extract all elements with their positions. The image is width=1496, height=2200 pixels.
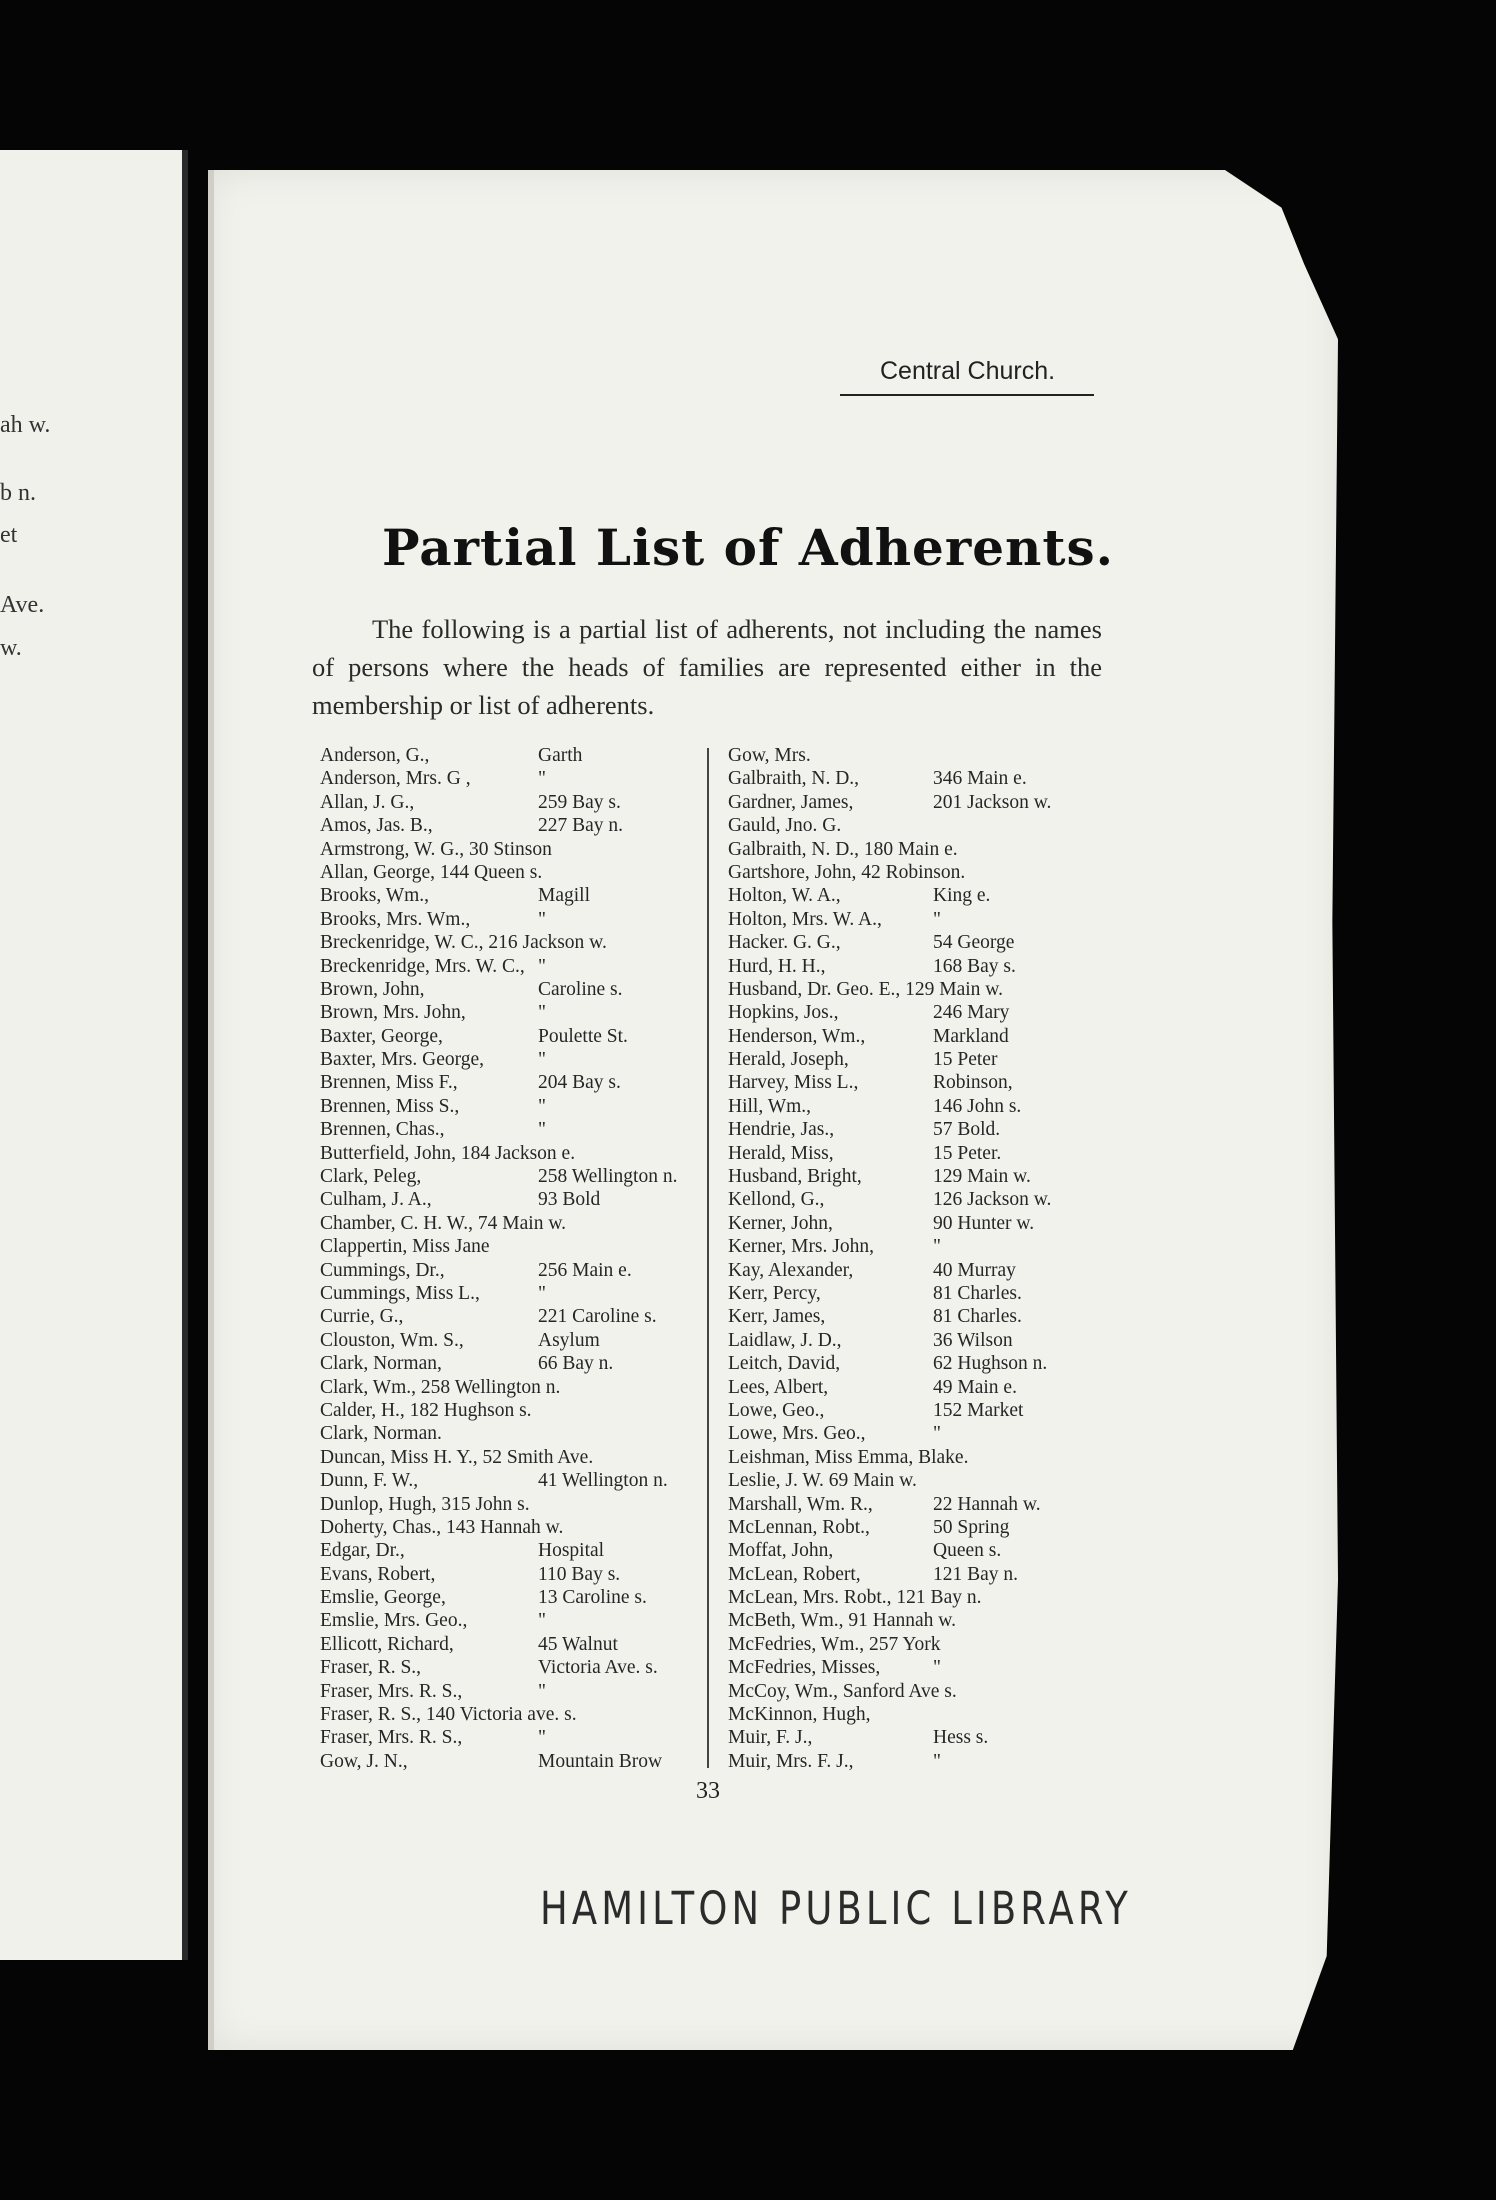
adherent-name: Evans, Robert, — [320, 1563, 436, 1585]
adherent-entry — [728, 1656, 1118, 1679]
adherent-entry — [728, 1469, 1118, 1492]
adherent-entry — [320, 1259, 700, 1282]
adherent-name: Marshall, Wm. R., — [728, 1493, 873, 1515]
adherent-address: " — [933, 1423, 941, 1445]
adherent-name: Hurd, H. H., — [728, 955, 826, 977]
adherent-name: McCoy, Wm., Sanford Ave s. — [728, 1680, 957, 1702]
adherent-name: Armstrong, W. G., 30 Stinson — [320, 838, 552, 860]
adherent-name: Hacker. G. G., — [728, 932, 841, 954]
adherent-name: Fraser, Mrs. R. S., — [320, 1680, 463, 1702]
adherent-address: " — [538, 1680, 546, 1702]
adherent-address: 204 Bay s. — [538, 1072, 621, 1094]
adherent-entry — [728, 1680, 1118, 1703]
adherent-name: McFedries, Misses, — [728, 1657, 881, 1679]
page-title: Partial List of Adherents. — [381, 518, 1115, 577]
adherent-entry — [320, 1165, 700, 1188]
adherent-entry — [728, 791, 1118, 814]
adherent-entry — [728, 1095, 1118, 1118]
adherent-address: 90 Hunter w. — [933, 1212, 1035, 1234]
adherent-name: Harvey, Miss L., — [728, 1072, 859, 1094]
adherent-name: Gardner, James, — [728, 791, 854, 813]
adherent-address: 81 Charles. — [933, 1282, 1022, 1304]
adherent-entry — [320, 1609, 700, 1632]
adherent-entry — [320, 1352, 700, 1375]
adherent-address: Markland — [933, 1025, 1009, 1047]
adherent-address: 246 Mary — [933, 1002, 1010, 1024]
adherent-entry — [320, 1376, 700, 1399]
adherent-address: " — [538, 908, 546, 930]
adherent-entry — [728, 1305, 1118, 1328]
adherent-entry — [728, 767, 1118, 790]
adherent-name: Doherty, Chas., 143 Hannah w. — [320, 1516, 564, 1538]
adherent-name: Brennen, Chas., — [320, 1119, 445, 1141]
adherent-entry — [728, 1516, 1118, 1539]
adherent-entry — [320, 814, 700, 837]
adherent-address: 126 Jackson w. — [933, 1189, 1052, 1211]
adherent-entry — [728, 744, 1118, 767]
adherent-name: Hendrie, Jas., — [728, 1119, 835, 1141]
adherent-name: Dunlop, Hugh, 315 John s. — [320, 1493, 530, 1515]
adherent-name: Husband, Bright, — [728, 1166, 862, 1188]
adherents-left-column — [320, 744, 700, 1773]
adherent-entry — [320, 861, 700, 884]
adherent-name: Hill, Wm., — [728, 1095, 812, 1117]
adherent-name: Cummings, Miss L., — [320, 1282, 480, 1304]
adherent-name: Kerner, Mrs. John, — [728, 1236, 874, 1258]
facing-page-text: w. — [0, 635, 22, 661]
adherent-address: Magill — [538, 885, 590, 907]
adherent-address: 57 Bold. — [933, 1119, 1001, 1141]
adherent-name: Muir, Mrs. F. J., — [728, 1750, 854, 1772]
adherent-name: Gartshore, John, 42 Robinson. — [728, 861, 966, 883]
adherent-name: Fraser, R. S., — [320, 1657, 422, 1679]
adherent-entry — [728, 838, 1118, 861]
adherent-name: Brooks, Wm., — [320, 885, 430, 907]
adherent-address: Caroline s. — [538, 978, 623, 1000]
adherent-entry — [728, 1048, 1118, 1071]
adherent-name: Fraser, R. S., 140 Victoria ave. s. — [320, 1704, 577, 1726]
adherent-name: Anderson, Mrs. G , — [320, 768, 471, 790]
adherent-name: McBeth, Wm., 91 Hannah w. — [728, 1610, 957, 1632]
adherent-entry — [728, 1376, 1118, 1399]
adherent-address: 93 Bold — [538, 1189, 601, 1211]
adherent-name: Lowe, Mrs. Geo., — [728, 1423, 866, 1445]
adherent-entry — [320, 1726, 700, 1749]
adherent-name: Butterfield, John, 184 Jackson e. — [320, 1142, 576, 1164]
facing-page-text: et — [0, 522, 18, 548]
adherent-entry — [320, 908, 700, 931]
adherent-entry — [320, 1446, 700, 1469]
adherent-name: McLennan, Robt., — [728, 1516, 870, 1538]
adherent-name: Ellicott, Richard, — [320, 1633, 454, 1655]
adherent-entry — [728, 1633, 1118, 1656]
adherent-name: Herald, Joseph, — [728, 1049, 849, 1071]
adherent-name: Allan, George, 144 Queen s. — [320, 861, 543, 883]
adherent-name: Galbraith, N. D., — [728, 768, 860, 790]
adherent-name: Baxter, Mrs. George, — [320, 1049, 485, 1071]
adherent-entry — [320, 744, 700, 767]
adherent-name: Leitch, David, — [728, 1353, 841, 1375]
adherent-entry — [728, 861, 1118, 884]
adherent-address: " — [538, 955, 546, 977]
adherent-entry — [728, 931, 1118, 954]
adherent-entry — [728, 1118, 1118, 1141]
adherent-name: Leishman, Miss Emma, Blake. — [728, 1446, 969, 1468]
adherent-address: Asylum — [538, 1329, 600, 1351]
adherent-address: 258 Wellington n. — [538, 1166, 678, 1188]
adherent-address: " — [538, 1119, 546, 1141]
adherent-address: 13 Caroline s. — [538, 1587, 647, 1609]
adherent-name: Chamber, C. H. W., 74 Main w. — [320, 1212, 567, 1234]
adherent-name: Brooks, Mrs. Wm., — [320, 908, 471, 930]
adherent-entry — [320, 1212, 700, 1235]
adherent-name: Clark, Norman, — [320, 1353, 442, 1375]
adherent-name: Gow, J. N., — [320, 1750, 408, 1772]
adherent-name: McLean, Mrs. Robt., 121 Bay n. — [728, 1587, 982, 1609]
adherent-address: " — [538, 1610, 546, 1632]
adherent-address: Poulette St. — [538, 1025, 628, 1047]
adherent-entry — [728, 1142, 1118, 1165]
adherent-name: Edgar, Dr., — [320, 1540, 405, 1562]
adherent-entry — [320, 1703, 700, 1726]
adherent-address: 54 George — [933, 932, 1015, 954]
adherent-name: Emslie, Mrs. Geo., — [320, 1610, 468, 1632]
adherent-name: Breckenridge, W. C., 216 Jackson w. — [320, 932, 607, 954]
adherent-entry — [728, 1539, 1118, 1562]
adherent-entry — [320, 1071, 700, 1094]
adherent-name: Clark, Wm., 258 Wellington n. — [320, 1376, 561, 1398]
adherent-name: McFedries, Wm., 257 York — [728, 1633, 941, 1655]
column-divider — [707, 748, 709, 1768]
adherent-entry — [320, 1422, 700, 1445]
adherent-name: Lees, Albert, — [728, 1376, 829, 1398]
adherent-entry — [320, 884, 700, 907]
library-stamp: HAMILTON PUBLIC LIBRARY — [540, 1882, 1132, 1935]
adherent-name: Galbraith, N. D., 180 Main e. — [728, 838, 958, 860]
adherent-address: 45 Walnut — [538, 1633, 618, 1655]
adherent-address: 221 Caroline s. — [538, 1306, 657, 1328]
adherent-name: Hopkins, Jos., — [728, 1002, 839, 1024]
adherent-entry — [320, 1516, 700, 1539]
adherent-address: 146 John s. — [933, 1095, 1022, 1117]
adherent-name: Moffat, John, — [728, 1540, 834, 1562]
adherent-address: Hospital — [538, 1540, 605, 1562]
adherent-entry — [320, 1750, 700, 1773]
adherent-name: Henderson, Wm., — [728, 1025, 866, 1047]
adherent-address: 22 Hannah w. — [933, 1493, 1041, 1515]
adherent-entry — [320, 1142, 700, 1165]
adherent-name: Anderson, G., — [320, 745, 430, 766]
adherent-name: Kerner, John, — [728, 1212, 833, 1234]
adherent-address: 129 Main w. — [933, 1166, 1031, 1188]
adherent-name: Brennen, Miss S., — [320, 1095, 460, 1117]
adherent-entry — [728, 1563, 1118, 1586]
adherent-name: Amos, Jas. B., — [320, 815, 433, 837]
adherent-entry — [728, 1352, 1118, 1375]
adherent-address: 227 Bay n. — [538, 815, 624, 837]
adherent-entry — [320, 1235, 700, 1258]
adherent-entry — [728, 1750, 1118, 1773]
adherent-entry — [728, 1235, 1118, 1258]
adherent-address: 62 Hughson n. — [933, 1353, 1048, 1375]
adherent-address: Hess s. — [933, 1727, 989, 1749]
adherent-entry — [320, 955, 700, 978]
facing-page-text: ah w. — [0, 412, 51, 438]
adherent-address: 41 Wellington n. — [538, 1470, 668, 1492]
adherents-right-column — [728, 744, 1118, 1773]
adherent-entry — [320, 1399, 700, 1422]
adherent-address: " — [538, 768, 546, 790]
adherent-name: Brennen, Miss F., — [320, 1072, 458, 1094]
adherent-address: Victoria Ave. s. — [538, 1657, 658, 1679]
adherent-entry — [320, 1633, 700, 1656]
adherent-entry — [320, 1095, 700, 1118]
adherent-entry — [320, 1656, 700, 1679]
page-edge — [208, 170, 214, 2050]
adherent-entry — [320, 1493, 700, 1516]
adherent-entry — [320, 1563, 700, 1586]
adherent-name: Brown, Mrs. John, — [320, 1002, 466, 1024]
adherent-name: Clappertin, Miss Jane — [320, 1236, 490, 1258]
adherent-address: 36 Wilson — [933, 1329, 1013, 1351]
adherent-name: Breckenridge, Mrs. W. C., — [320, 955, 525, 977]
adherent-entry — [728, 908, 1118, 931]
adherent-address: Robinson, — [933, 1072, 1013, 1094]
adherent-name: Allan, J. G., — [320, 791, 415, 813]
adherent-address: " — [933, 1236, 941, 1258]
adherent-name: Kerr, James, — [728, 1306, 826, 1328]
adherent-name: Clouston, Wm. S., — [320, 1329, 464, 1351]
adherent-entry — [728, 1071, 1118, 1094]
adherent-entry — [320, 791, 700, 814]
adherent-entry — [728, 1422, 1118, 1445]
adherent-entry — [320, 1329, 700, 1352]
adherent-entry — [728, 1446, 1118, 1469]
adherent-address: King e. — [933, 885, 991, 907]
adherent-address: Garth — [538, 745, 583, 766]
adherent-name: Baxter, George, — [320, 1025, 443, 1047]
adherent-entry — [320, 1539, 700, 1562]
facing-page-text: Ave. — [0, 592, 45, 618]
adherent-address: " — [933, 908, 941, 930]
adherent-name: Muir, F. J., — [728, 1727, 813, 1749]
adherent-name: Kay, Alexander, — [728, 1259, 854, 1281]
adherent-address: 110 Bay s. — [538, 1563, 621, 1585]
adherent-address: Queen s. — [933, 1540, 1002, 1562]
adherent-entry — [728, 978, 1118, 1001]
adherent-entry — [728, 1025, 1118, 1048]
adherent-name: Duncan, Miss H. Y., 52 Smith Ave. — [320, 1446, 594, 1468]
adherent-address: 259 Bay s. — [538, 791, 621, 813]
running-head-rule — [840, 394, 1094, 396]
adherent-entry — [728, 1493, 1118, 1516]
adherent-entry — [728, 955, 1118, 978]
adherent-name: Holton, W. A., — [728, 885, 841, 907]
adherent-address: " — [933, 1750, 941, 1772]
adherent-name: Clark, Norman. — [320, 1423, 442, 1445]
adherent-name: Kellond, G., — [728, 1189, 825, 1211]
adherent-entry — [728, 1726, 1118, 1749]
adherent-entry — [728, 1399, 1118, 1422]
adherent-address: 256 Main e. — [538, 1259, 632, 1281]
adherent-entry — [728, 814, 1118, 837]
adherent-entry — [320, 931, 700, 954]
adherent-name: Leslie, J. W. 69 Main w. — [728, 1470, 917, 1492]
adherent-address: " — [538, 1727, 546, 1749]
facing-page-text: b n. — [0, 480, 36, 506]
adherent-name: Dunn, F. W., — [320, 1470, 419, 1492]
adherent-entry — [728, 1259, 1118, 1282]
adherent-name: Holton, Mrs. W. A., — [728, 908, 882, 930]
adherent-address: 40 Murray — [933, 1259, 1016, 1281]
adherent-name: Clark, Peleg, — [320, 1166, 422, 1188]
adherent-name: McKinnon, Hugh, — [728, 1704, 871, 1726]
adherent-address: 121 Bay n. — [933, 1563, 1019, 1585]
adherent-entry — [728, 1188, 1118, 1211]
adherent-name: Fraser, Mrs. R. S., — [320, 1727, 463, 1749]
adherent-address: " — [538, 1095, 546, 1117]
adherent-entry — [320, 767, 700, 790]
adherent-entry — [728, 1609, 1118, 1632]
adherent-name: Emslie, George, — [320, 1587, 446, 1609]
adherent-address: 201 Jackson w. — [933, 791, 1052, 813]
adherent-entry — [728, 1212, 1118, 1235]
adherent-name: Gauld, Jno. G. — [728, 815, 842, 837]
adherent-address: 152 Market — [933, 1399, 1024, 1421]
adherent-entry — [320, 1118, 700, 1141]
adherent-address: 15 Peter — [933, 1049, 998, 1071]
adherent-entry — [320, 1469, 700, 1492]
adherent-address: 346 Main e. — [933, 768, 1027, 790]
adherent-entry — [320, 1001, 700, 1024]
adherent-address: 81 Charles. — [933, 1306, 1022, 1328]
adherent-address: " — [538, 1049, 546, 1071]
adherent-address: " — [538, 1002, 546, 1024]
adherent-address: Mountain Brow — [538, 1750, 663, 1772]
adherent-name: Gow, Mrs. — [728, 745, 811, 766]
adherent-entry — [320, 1188, 700, 1211]
adherent-name: Husband, Dr. Geo. E., 129 Main w. — [728, 978, 1003, 1000]
adherent-address: 49 Main e. — [933, 1376, 1017, 1398]
adherent-entry — [728, 1001, 1118, 1024]
adherent-entry — [728, 1165, 1118, 1188]
adherent-entry — [320, 978, 700, 1001]
adherent-entry — [320, 1025, 700, 1048]
adherent-entry — [320, 838, 700, 861]
adherent-entry — [320, 1680, 700, 1703]
adherent-name: Cummings, Dr., — [320, 1259, 445, 1281]
adherent-entry — [728, 1282, 1118, 1305]
running-head: Central Church. — [880, 357, 1056, 385]
adherent-address: 15 Peter. — [933, 1142, 1002, 1164]
adherent-address: 168 Bay s. — [933, 955, 1016, 977]
adherent-address: 50 Spring — [933, 1516, 1010, 1538]
adherent-name: Laidlaw, J. D., — [728, 1329, 842, 1351]
adherent-address: " — [538, 1282, 546, 1304]
adherent-name: Lowe, Geo., — [728, 1399, 825, 1421]
adherent-entry — [728, 884, 1118, 907]
adherent-entry — [320, 1586, 700, 1609]
adherent-entry — [320, 1282, 700, 1305]
adherent-name: McLean, Robert, — [728, 1563, 861, 1585]
adherent-name: Culham, J. A., — [320, 1189, 432, 1211]
adherent-entry — [320, 1305, 700, 1328]
intro-paragraph: The following is a partial list of adherents, not including the names of persons where the heads of families are represented either in the membership or list of adherents. — [312, 614, 1102, 720]
adherent-name: Calder, H., 182 Hughson s. — [320, 1399, 532, 1421]
adherent-entry — [728, 1586, 1118, 1609]
adherent-entry — [728, 1703, 1118, 1726]
adherent-name: Currie, G., — [320, 1306, 404, 1328]
page-number: 33 — [696, 1778, 720, 1804]
adherent-name: Herald, Miss, — [728, 1142, 834, 1164]
adherent-address: " — [933, 1657, 941, 1679]
adherent-address: 66 Bay n. — [538, 1353, 614, 1375]
facing-page-fragment — [0, 150, 188, 1960]
adherent-entry — [320, 1048, 700, 1071]
adherent-name: Kerr, Percy, — [728, 1282, 821, 1304]
adherent-entry — [728, 1329, 1118, 1352]
adherent-name: Brown, John, — [320, 978, 425, 1000]
